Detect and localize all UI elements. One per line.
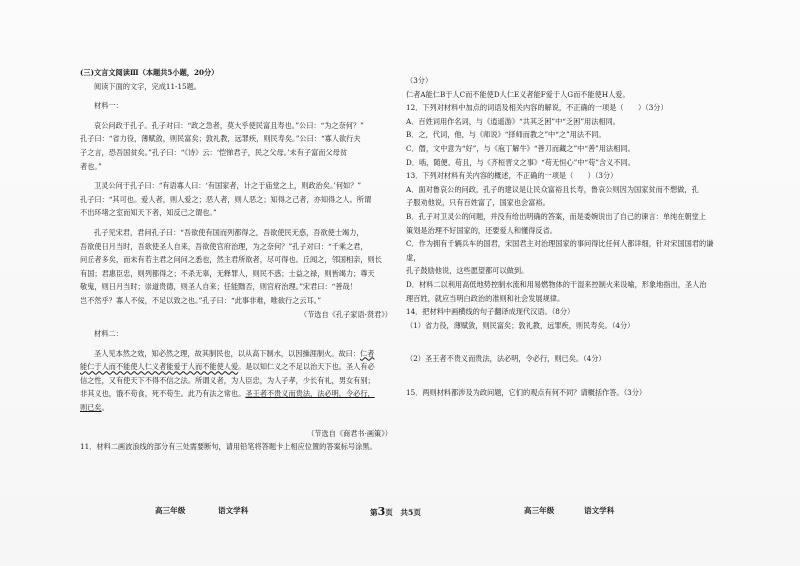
footer-grade-right: 高三年级 xyxy=(524,506,555,515)
question-14-1: （1）省力役，薄赋敛，则民富矣；敦礼教，远罪疾，则民寿矣。（4分） xyxy=(406,320,635,330)
option-b-cont: 策划是治理不好国家的，还要爱人和懂得反省。 xyxy=(406,225,557,235)
option-c-cont: 孔子鼓励他说，这些愿望都可以做到。 xyxy=(406,266,529,276)
passage-line: 信之性，又有使天下不得不信之法。所谓义者，为人臣忠，为人子孝，少长有礼，男女有别； xyxy=(80,375,375,385)
section-title: (三)文言文阅读Ⅲ（本题共5小题，20分） xyxy=(80,68,219,77)
passage-line: 孔子曰：“省力役，薄赋敛，则民富矣；敦礼教，远罪疾，则民寿矣。”公曰：“寡人欲行夫 xyxy=(80,134,361,144)
wavy-underline-text: 能仁于人而不能使人仁义者能爱于人而不能使人爱 xyxy=(80,362,239,372)
option-d: D．啮，随便、苟且，与《齐桓晋文之事》“苟无恒心”中“苟”含义不同。 xyxy=(406,157,635,167)
passage-line: 子之言，恐吾国贫矣。”孔子曰：“《诗》云：‘恺悌君子，民之父母。’未有子富而父母贫 xyxy=(80,147,348,157)
material1-source: （节选自《孔子家语·贤君》） xyxy=(299,309,392,319)
passage-line: 有国；君惠臣忠，则列都得之；不杀无辜，无释罪人，则民不惑；士益之禄，则皆竭力；尊天 xyxy=(80,268,375,278)
material2-source: （节选自《商君书·画策》） xyxy=(307,428,392,438)
passage-line: 哀公问政于孔子。孔子对曰：“政之急者，莫大乎使民富且寿也。”公曰：“为之奈何？” xyxy=(94,120,364,130)
passage-line: 吾欲使日月当时，吾欲使圣人自来，吾欲使官府治理，为之奈何？”孔子对曰：“千乘之君， xyxy=(80,241,368,251)
question-12: 12．下列对材料中加点的词语及相关内容的解说，不正确的一项是（ ）（3分） xyxy=(406,103,668,113)
question-14-2: （2）圣王者不贵义而贵法，法必明，令必行，则已矣。（4分） xyxy=(406,354,606,364)
option-c: C．作为拥有千辆兵车的国君，宋国君主对治理国家的事问得比任何人都详细，针对宋国国君的谦虚， xyxy=(406,239,714,262)
passage-line: 孔子见宋君，君问孔子曰：“吾欲使有国而列都得之，吾欲使民无惑，吾欲使士竭力， xyxy=(94,227,364,237)
footer-grade-left: 高三年级 xyxy=(155,506,186,515)
passage-line: 问丘者多矣，而未有若主君之问问之悉也，然主君所欲者，尽可得也。丘闻之，邻国相亲，则长 xyxy=(80,255,382,265)
question-15: 15．两则材料都涉及为政问题，它们的观点有何不同？请概括作答。（3分） xyxy=(406,387,647,397)
passage-line: 卫灵公问于孔子曰：“有语寡人曰：‘有国家者，计之于庙堂之上，则政治矣。’何如？” xyxy=(94,181,362,191)
q11-options: 仁者A能仁B于人C而不能使D人仁E义者能F爱于人G而不能使H人爱。 xyxy=(406,89,630,99)
passage-line: 岂不然乎？寡人不佞，不足以致之也。”孔子曰：“此事非难，唯欲行之云耳。” xyxy=(80,295,322,305)
material2-label: 材料二： xyxy=(94,329,123,339)
option-c: C．僭，文中意为“好”，与《庖丁解牛》“善刀而藏之”中“善”用法相同。 xyxy=(406,143,635,153)
passage-line: 则已矣。 xyxy=(80,403,109,413)
passage-line: 者也。” xyxy=(80,161,102,171)
passage-line: 非其义也，饿不苟食，死不苟生。此乃有法之常也。圣王者不贵义而贵法，法必明，令必行， xyxy=(80,389,375,399)
option-b: B．之，代词，他，与《师说》“择师而教之”中“之”用法不同。 xyxy=(406,130,606,140)
material1-label: 材料一： xyxy=(94,101,123,111)
underline-text: 则已矣 xyxy=(80,403,102,413)
right-column xyxy=(406,74,724,399)
underline-text: 圣王者不贵义而贵法，法必明，令必行， xyxy=(245,389,375,399)
footer-subject-right: 语文学科 xyxy=(584,506,615,515)
passage-line: 敬鬼，则日月当时；崇道贵德，则圣人自来；任能黜否，则官府治理。”宋君曰：“善哉！ xyxy=(80,282,357,292)
option-a: A．面对鲁哀公的问政，孔子的建议是让民众富裕且长寿，鲁哀公则因为国家贫而不想做，孔 xyxy=(406,184,699,194)
wavy-underline-text: 仁者 xyxy=(359,348,375,358)
reading-instruction: 阅读下面的文字，完成11-15题。 xyxy=(94,81,201,91)
option-d-cont: 理百姓，就应当明白政治的准则和社会发展规律。 xyxy=(406,293,565,303)
passage-line: 圣人见本然之效，知必然之理，故其制民也，以从高下制水，以因操涯制火。故曰：仁者 xyxy=(94,348,375,358)
passage-line: 孔子曰：“其可也。爱人者，则人爱之；恶人者，则人恶之；知得之己者，亦知得之人。所谓 xyxy=(80,194,372,204)
passage-line: 能仁于人而不能使人仁义者能爱于人而不能使人爱。是以知仁义之不足以治天下也。圣人有必 xyxy=(80,362,375,372)
question-13: 13．下列对材料有关内容的概述，不正确的一项是（ ）（3分） xyxy=(406,171,618,181)
option-d: D．材料二以利用高低地势控制水流和用易燃物体的干湿来控制火来设喻，形象地指出，圣人治 xyxy=(406,279,707,289)
left-column xyxy=(80,66,398,454)
footer-subject-left: 语文学科 xyxy=(218,506,249,515)
page-number: 第3页 共5页 xyxy=(370,505,421,518)
question-11: 11．材料二画波浪线的部分有三处需要断句，请用铅笔将答题卡上相应位置的答案标号涂黑。 xyxy=(80,442,377,452)
option-b: B．孔子对卫灵公的问题，并没有给出明确的答案，而是委婉说出了自己的谏言：单纯在朝堂上 xyxy=(406,211,706,221)
passage-line: 不出环堵之室而知天下者，知反己之谓也。” xyxy=(80,208,217,218)
option-a: A．百姓词用作名词，与《逍遥游》“共其乏困”中“乏困”用法相同。 xyxy=(406,116,620,126)
score-note: （3分） xyxy=(406,76,433,85)
option-a-cont: 子服劝他说，只有百姓富了，国家也会富裕。 xyxy=(406,198,550,208)
question-14: 14．把材料中画横线的句子翻译成现代汉语。（8分） xyxy=(406,307,575,317)
